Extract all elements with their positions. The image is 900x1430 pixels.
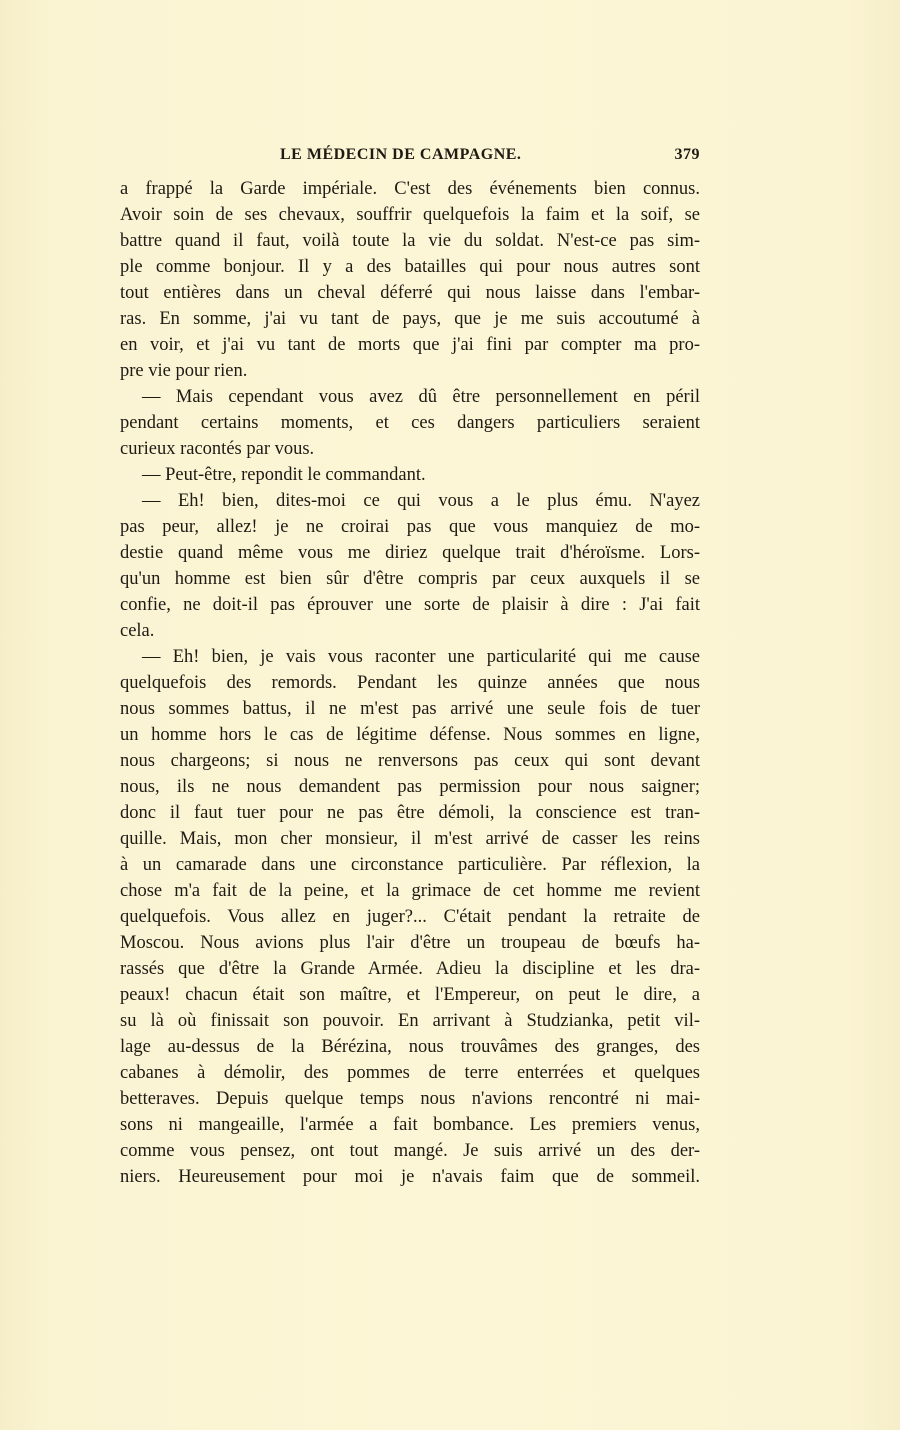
text-line: donc il faut tuer pour ne pas être démoli, la conscience est tran- xyxy=(120,803,700,823)
page-header xyxy=(120,144,700,168)
text-line: un homme hors le cas de légitime défense. Nous sommes en ligne, xyxy=(120,725,700,745)
text-line: peaux! chacun était son maître, et l'Empereur, on peut le dire, a xyxy=(120,985,700,1005)
page-body-text xyxy=(120,176,700,1190)
text-line: rassés que d'être la Grande Armée. Adieu la discipline et les dra- xyxy=(120,959,700,979)
text-line: pre vie pour rien. xyxy=(120,361,248,381)
text-line: — Mais cependant vous avez dû être personnellement en péril xyxy=(142,387,700,407)
text-line: ple comme bonjour. Il y a des batailles qui pour nous autres sont xyxy=(120,257,700,277)
running-title: LE MÉDECIN DE CAMPAGNE. xyxy=(280,146,522,163)
text-line: nous chargeons; si nous ne renversons pas ceux qui sont devant xyxy=(120,751,700,771)
text-line: en voir, et j'ai vu tant de morts que j'ai fini par compter ma pro- xyxy=(120,335,700,355)
text-line: Moscou. Nous avions plus l'air d'être un troupeau de bœufs ha- xyxy=(120,933,700,953)
text-line: qu'un homme est bien sûr d'être compris par ceux auxquels il se xyxy=(120,569,700,589)
text-line: a frappé la Garde impériale. C'est des événements bien connus. xyxy=(120,179,700,199)
text-line: Avoir soin de ses chevaux, souffrir quelquefois la faim et la soif, se xyxy=(120,205,700,225)
text-line: quelquefois des remords. Pendant les quinze années que nous xyxy=(120,673,700,693)
text-line: sons ni mangeaille, l'armée a fait bombance. Les premiers venus, xyxy=(120,1115,700,1135)
text-line: ras. En somme, j'ai vu tant de pays, que je me suis accoutumé à xyxy=(120,309,700,329)
page-number: 379 xyxy=(674,146,700,163)
text-line: pendant certains moments, et ces dangers particuliers seraient xyxy=(120,413,700,433)
text-line: quelquefois. Vous allez en juger?... C'était pendant la retraite de xyxy=(120,907,700,927)
text-line: destie quand même vous me diriez quelque trait d'héroïsme. Lors- xyxy=(120,543,700,563)
text-line: curieux racontés par vous. xyxy=(120,439,315,459)
text-line: — Eh! bien, dites-moi ce qui vous a le plus ému. N'ayez xyxy=(142,491,700,511)
text-line: chose m'a fait de la peine, et la grimace de cet homme me revient xyxy=(120,881,700,901)
text-line: niers. Heureusement pour moi je n'avais faim que de sommeil. xyxy=(120,1167,700,1187)
text-line: lage au-dessus de la Bérézina, nous trouvâmes des granges, des xyxy=(120,1037,700,1057)
text-line: quille. Mais, mon cher monsieur, il m'est arrivé de casser les reins xyxy=(120,829,700,849)
text-line: pas peur, allez! je ne croirai pas que vous manquiez de mo- xyxy=(120,517,700,537)
text-line: — Peut-être, repondit le commandant. xyxy=(142,465,426,485)
text-line: cabanes à démolir, des pommes de terre enterrées et quelques xyxy=(120,1063,700,1083)
text-line: — Eh! bien, je vais vous raconter une particularité qui me cause xyxy=(142,647,700,667)
text-line: cela. xyxy=(120,621,155,641)
text-line: betteraves. Depuis quelque temps nous n'avions rencontré ni mai- xyxy=(120,1089,700,1109)
text-line: battre quand il faut, voilà toute la vie du soldat. N'est-ce pas sim- xyxy=(120,231,700,251)
text-line: confie, ne doit-il pas éprouver une sorte de plaisir à dire : J'ai fait xyxy=(120,595,700,615)
text-line: à un camarade dans une circonstance particulière. Par réflexion, la xyxy=(120,855,700,875)
text-line: tout entières dans un cheval déferré qui nous laisse dans l'embar- xyxy=(120,283,700,303)
text-line: comme vous pensez, ont tout mangé. Je suis arrivé un des der- xyxy=(120,1141,700,1161)
text-line: su là où finissait son pouvoir. En arrivant à Studzianka, petit vil- xyxy=(120,1011,700,1031)
text-line: nous sommes battus, il ne m'est pas arrivé une seule fois de tuer xyxy=(120,699,700,719)
text-line: nous, ils ne nous demandent pas permission pour nous saigner; xyxy=(120,777,700,797)
